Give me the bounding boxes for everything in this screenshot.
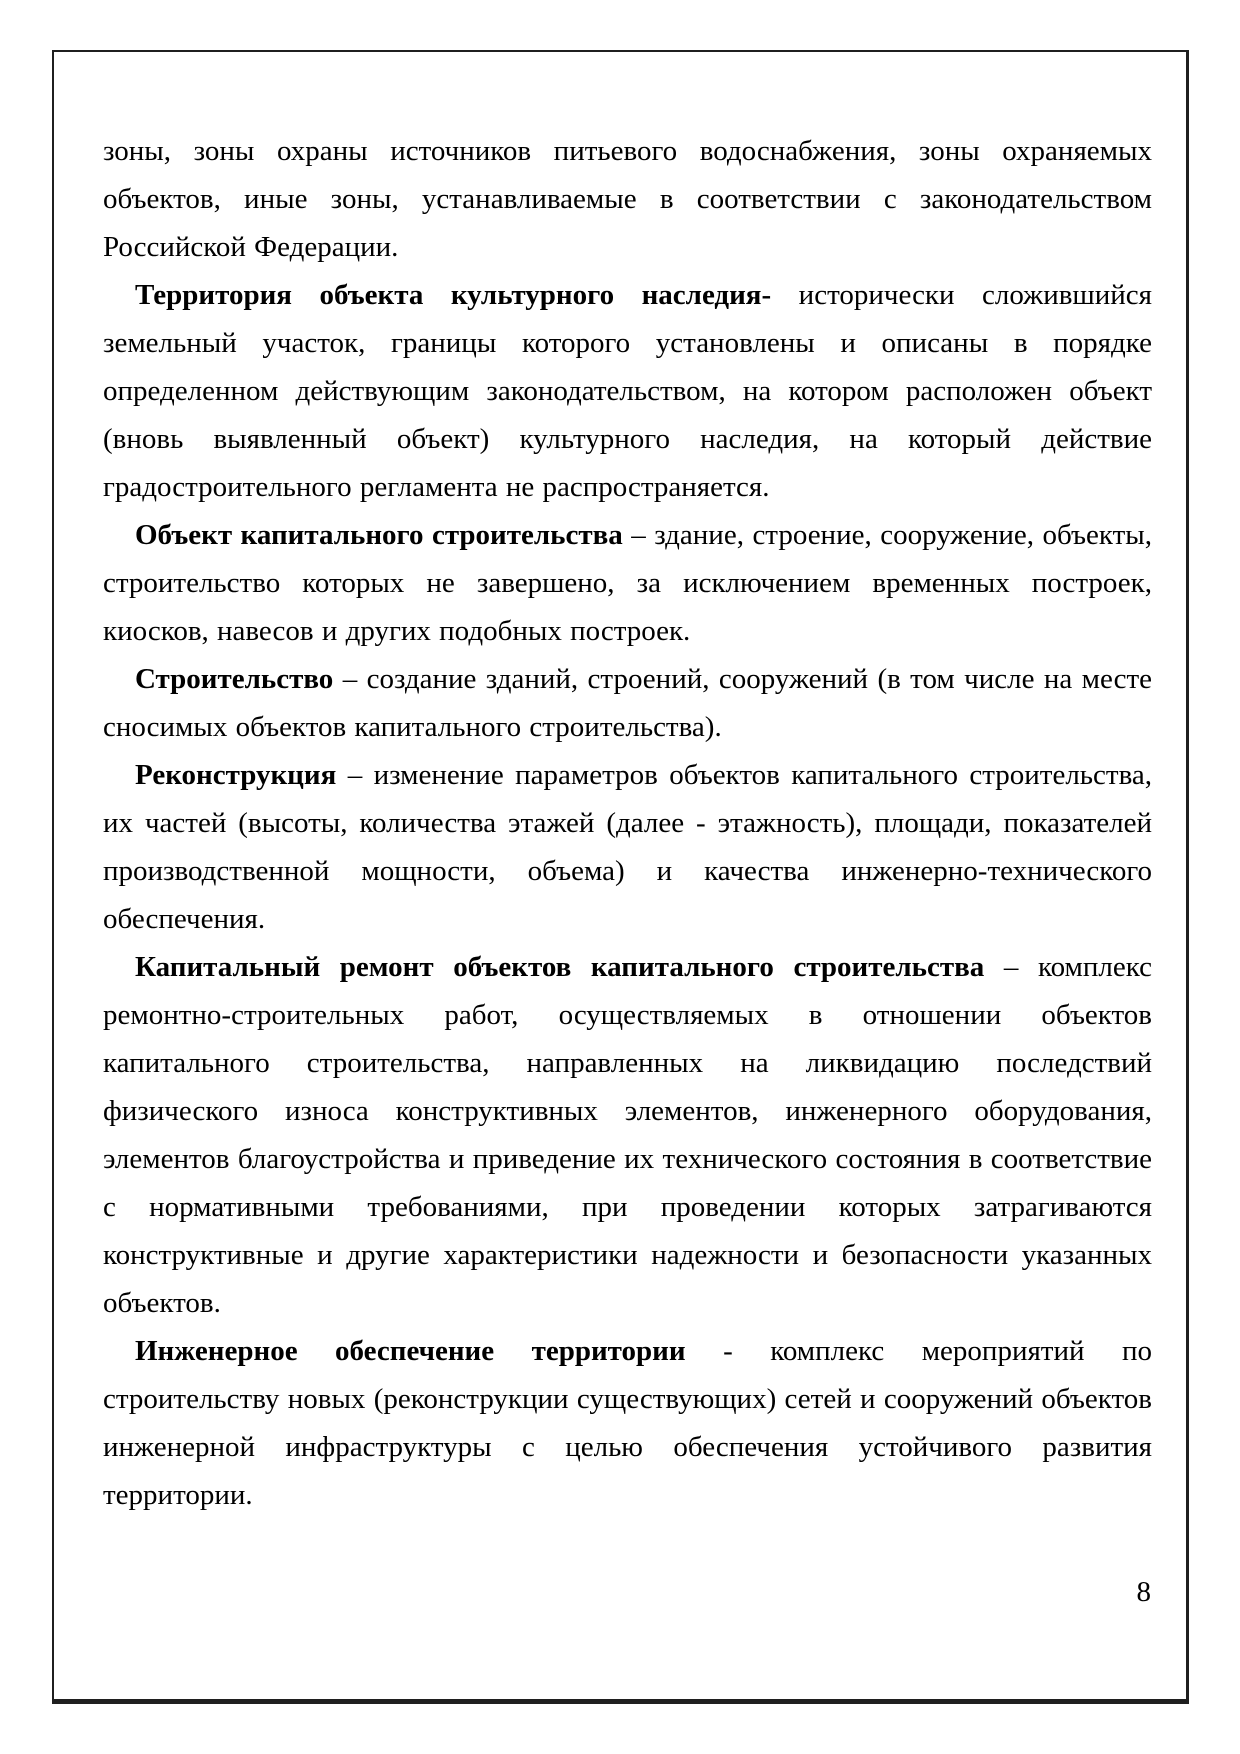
paragraph [103,1327,1152,1519]
paragraph-text: – здание, строение, сооружение, объекты, строительство которых не завершено, за исключением временных построек, киосков, навесов и других подобных построек. [103,519,1152,647]
paragraph [103,271,1152,511]
paragraph [103,127,1152,271]
page-border-frame [52,50,1189,1704]
page-number: 8 [1136,1576,1151,1608]
paragraph-text: – изменение параметров объектов капитального строительства, их частей (высоты, количества этажей (далее - этажность), площади, показателей производственной мощности, объема) и качества инженерно-технического обеспечения. [103,759,1152,935]
term-label: Капитальный ремонт объектов капитального строительства [135,951,985,983]
paragraph-text: – создание зданий, строений, сооружений (в том числе на месте сносимых объектов капитального строительства). [103,663,1152,743]
term-label: Строительство [135,663,334,695]
term-label: Инженерное обеспечение территории [135,1335,686,1367]
document-body [103,127,1152,1519]
paragraph-text: зоны, зоны охраны источников питьевого водоснабжения, зоны охраняемых объектов, иные зоны, устанавливаемые в соответствии с законодательством Российской Федерации. [103,135,1152,263]
paragraph [103,751,1152,943]
paragraph [103,943,1152,1327]
term-label: Реконструкция [135,759,337,791]
term-label: Территория объекта культурного наследия- [135,279,772,311]
term-label: Объект капитального строительства [135,519,623,551]
paragraph-text: исторически сложившийся земельный участок, границы которого установлены и описаны в порядке определенном действующим законодательством, на котором расположен объект (вновь выявленный объект) культурного наследия, на который действие градостроительного регламента не распространяется. [103,279,1153,503]
paragraph [103,655,1152,751]
paragraph [103,511,1152,655]
paragraph-text: – комплекс ремонтно-строительных работ, осуществляемых в отношении объектов капитального строительства, направленных на ликвидацию последствий физического износа конструктивных элементов, инженерного оборудования, элементов благоустройства и приведение их технического состояния в соответствие с нормативными требованиями, при проведении которых затрагиваются конструктивные и другие характеристики надежности и безопасности указанных объектов. [103,951,1152,1319]
paragraph-text: - комплекс мероприятий по строительству новых (реконструкции существующих) сетей и сооружений объектов инженерной инфраструктуры с целью обеспечения устойчивого развития территории. [103,1335,1153,1511]
